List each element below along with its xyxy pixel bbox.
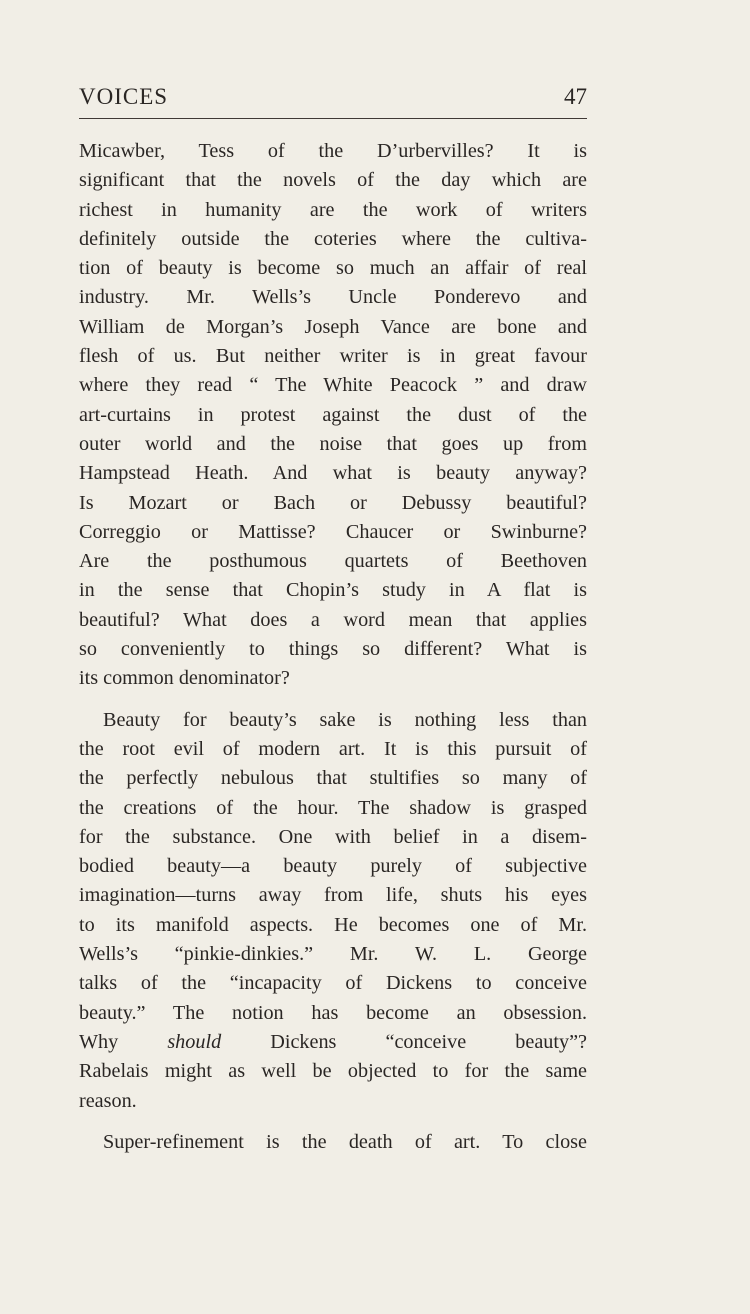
page-header [79, 83, 587, 113]
text-line: tion of beauty is become so much an affair of real [79, 257, 587, 280]
text-run: Dickens “conceive beauty”? [221, 1030, 587, 1053]
text-line: where they read “ The White Peacock ” and draw [79, 374, 587, 397]
text-line: Is Mozart or Bach or Debussy beautiful? [79, 491, 587, 514]
text-line: art-curtains in protest against the dust of the [79, 403, 587, 426]
text-line: industry. Mr. Wells’s Uncle Ponderevo and [79, 286, 587, 309]
page-number: 47 [564, 84, 587, 109]
text-line-with-italic [79, 1028, 587, 1057]
text-line: significant that the novels of the day which are [79, 169, 587, 192]
text-line: outer world and the noise that goes up from [79, 432, 587, 455]
text-line: bodied beauty—a beauty purely of subjective [79, 855, 587, 878]
text-line: the root evil of modern art. It is this pursuit of [79, 737, 587, 760]
text-line: richest in humanity are the work of writers [79, 198, 587, 221]
text-line: in the sense that Chopin’s study in A flat is [79, 579, 587, 602]
header-rule [79, 118, 587, 119]
text-line: Hampstead Heath. And what is beauty anyway? [79, 462, 587, 485]
text-line: Are the posthumous quartets of Beethoven [79, 550, 587, 573]
text-line: Super-refinement is the death of art. To close [103, 1130, 587, 1153]
text-line: so conveniently to things so different? What is [79, 638, 587, 661]
text-line: to its manifold aspects. He becomes one of Mr. [79, 913, 587, 936]
paragraph-2 [79, 706, 587, 1116]
body-text [79, 137, 587, 1169]
text-line: flesh of us. But neither writer is in great favour [79, 345, 587, 368]
text-line: talks of the “incapacity of Dickens to conceive [79, 972, 587, 995]
text-line: Micawber, Tess of the D’urbervilles? It is [79, 140, 587, 162]
text-line: the creations of the hour. The shadow is grasped [79, 796, 587, 819]
text-line: Correggio or Mattisse? Chaucer or Swinburne? [79, 520, 587, 543]
text-line: beautiful? What does a word mean that applies [79, 608, 587, 631]
text-run: Why [79, 1030, 168, 1053]
text-line: beauty.” The notion has become an obsession. [79, 1001, 587, 1024]
text-line: definitely outside the coteries where the cultiva- [79, 227, 587, 250]
text-line: for the substance. One with belief in a disem- [79, 825, 587, 848]
text-line: the perfectly nebulous that stultifies so many of [79, 767, 587, 790]
text-line: Rabelais might as well be objected to for the same [79, 1060, 587, 1083]
text-line: Beauty for beauty’s sake is nothing less than [103, 708, 587, 731]
text-line: reason. [79, 1089, 137, 1112]
text-line: its common denominator? [79, 667, 290, 690]
paragraph-1 [79, 137, 587, 694]
paragraph-3 [79, 1128, 587, 1157]
text-line: William de Morgan’s Joseph Vance are bone and [79, 315, 587, 338]
text-line: Wells’s “pinkie-dinkies.” Mr. W. L. George [79, 943, 587, 966]
italic-word: should [167, 1030, 222, 1053]
running-head: VOICES [79, 84, 169, 109]
text-line: imagination—turns away from life, shuts his eyes [79, 884, 587, 907]
